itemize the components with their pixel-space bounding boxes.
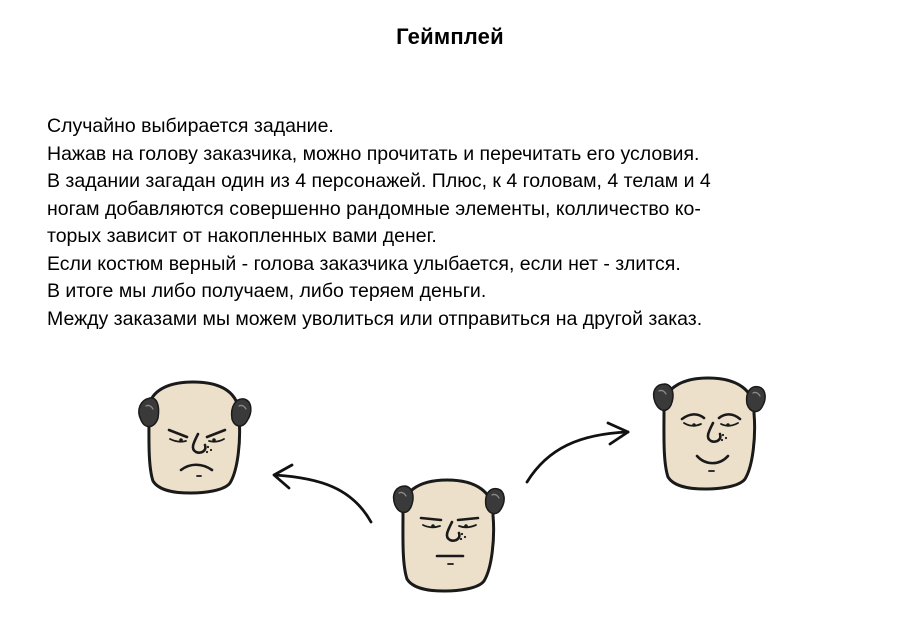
description-line: В задании загадан один из 4 персонажей. Плюс, к 4 головам, 4 телам и 4 <box>47 170 711 192</box>
description-line: Между заказами мы можем уволиться или отправиться на другой заказ. <box>47 307 703 330</box>
description-line: Случайно выбирается задание. <box>47 115 334 137</box>
description-line: торых зависит от накопленных вами денег. <box>47 225 437 247</box>
gameplay-description <box>47 113 877 333</box>
description-line: ногам добавляются совершенно рандомные элементы, колличество ко- <box>47 197 701 220</box>
smiling-face <box>654 378 766 489</box>
customer-reaction-illustration <box>0 360 900 638</box>
neutral-face <box>394 480 505 591</box>
description-line: Если костюм верный - голова заказчика улыбается, если нет - злится. <box>47 252 681 275</box>
arrow-to-angry-face <box>274 465 371 522</box>
page-title: Геймплей <box>396 24 504 49</box>
description-line: В итоге мы либо получаем, либо теряем деньги. <box>47 280 487 302</box>
arrow-to-smiling-face <box>527 423 628 482</box>
description-line: Нажав на голову заказчика, можно прочитать и перечитать его условия. <box>47 142 700 165</box>
angry-face <box>139 382 251 493</box>
